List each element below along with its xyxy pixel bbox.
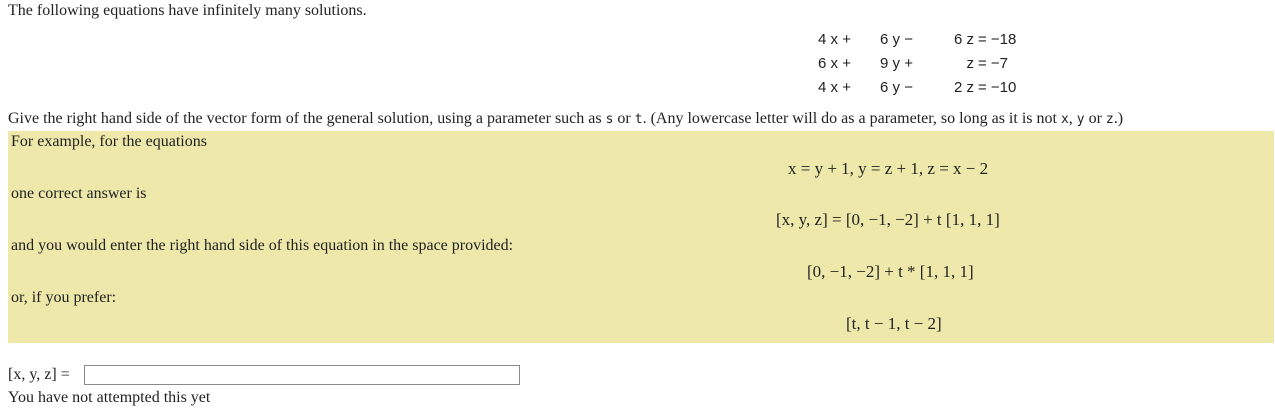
example-intro: For example, for the equations [11,133,207,150]
example-box [8,131,1274,343]
equation-row [818,76,1016,100]
example-answer-label: one correct answer is [11,185,147,202]
eq-term: 4 x + [818,79,851,96]
example-alt-label: or, if you prefer: [11,289,117,306]
eq-term: 6 z [953,31,974,48]
example-answer: [x, y, z] = [0, −1, −2] + t [1, 1, 1] [776,210,1000,229]
equation-system [818,28,1016,100]
equation-row [818,28,1016,52]
eq-term: 6 y − [880,31,913,48]
eq-rhs: = −18 [978,31,1017,48]
answer-label: [x, y, z] = [8,366,70,383]
intro-text: The following equations have infinitely many solutions. [8,2,367,19]
eq-term: 9 y + [880,55,913,72]
example-alt-answer: [t, t − 1, t − 2] [846,314,942,333]
equation-row [818,52,1016,76]
eq-term: 6 x + [818,55,851,72]
attempt-status: You have not attempted this yet [8,389,211,406]
eq-term: 2 z [953,79,974,96]
example-equations: x = y + 1, y = z + 1, z = x − 2 [788,159,989,178]
example-rhs: [0, −1, −2] + t * [1, 1, 1] [807,262,974,281]
eq-term: 4 x + [818,31,851,48]
example-entry-instruction: and you would enter the right hand side of this equation in the space provided: [11,237,514,254]
instruction-text: Give the right hand side of the vector form of the general solution, using a parameter such as s or t. (Any lowercase letter will do as a parameter, so long as it is not x, y or z.) [8,110,1124,127]
eq-term: 6 y − [880,79,913,96]
eq-rhs: = −7 [978,55,1009,72]
eq-term: z [966,55,974,72]
eq-rhs: = −10 [978,79,1017,96]
answer-input[interactable] [84,365,520,385]
